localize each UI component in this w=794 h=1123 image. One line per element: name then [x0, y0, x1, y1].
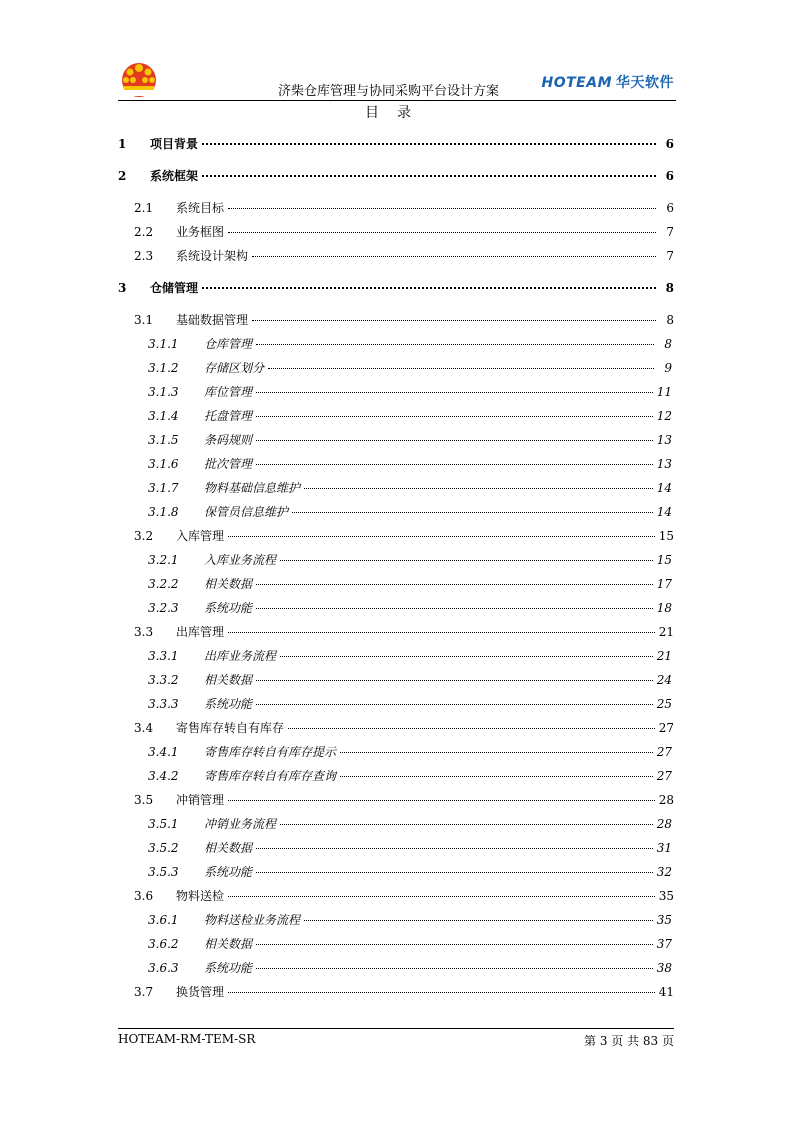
toc-entry-label: 系统功能 [204, 961, 253, 975]
toc-entry-page: 25 [656, 697, 672, 711]
toc-leader-dots [228, 231, 656, 233]
toc-entry-number: 3.3 [134, 625, 154, 639]
toc-entry-number: 2.2 [134, 225, 154, 239]
toc-leader-dots [202, 142, 656, 145]
toc-entry[interactable] [118, 840, 672, 856]
toc-entry-number: 3.5.2 [148, 841, 179, 855]
toc-entry-page: 32 [656, 865, 672, 879]
toc-entry-number: 3.1.6 [148, 457, 179, 471]
toc-entry-number: 3.1.2 [148, 361, 179, 375]
toc-entry[interactable] [118, 624, 674, 640]
toc-entry[interactable] [118, 576, 672, 592]
toc-entry[interactable] [118, 480, 672, 496]
toc-entry[interactable] [118, 912, 672, 928]
toc-leader-dots [280, 655, 653, 657]
toc-entry-page: 8 [665, 281, 674, 295]
toc-entry[interactable] [118, 960, 672, 976]
toc-leader-dots [256, 679, 653, 681]
toc-entry-page: 6 [666, 201, 674, 215]
toc-entry-label: 相关数据 [204, 673, 253, 687]
company-shell-logo-icon [118, 56, 160, 98]
toc-entry-label: 托盘管理 [204, 409, 253, 423]
toc-entry-label: 项目背景 [150, 137, 199, 151]
toc-entry[interactable] [118, 360, 672, 376]
toc-entry[interactable] [118, 280, 674, 296]
toc-leader-dots [228, 207, 656, 209]
toc-entry-label: 冲销业务流程 [204, 817, 277, 831]
document-code: HOTEAM-RM-TEM-SR [118, 1032, 256, 1046]
toc-entry[interactable] [118, 432, 672, 448]
toc-entry[interactable] [118, 984, 674, 1000]
toc-entry-page: 31 [656, 841, 672, 855]
toc-entry-page: 6 [665, 169, 674, 183]
toc-entry-page: 21 [656, 649, 672, 663]
toc-entry[interactable] [118, 936, 672, 952]
toc-entry-page: 41 [658, 985, 674, 999]
toc-entry-page: 15 [658, 529, 674, 543]
toc-entry-number: 3.5.1 [148, 817, 179, 831]
toc-entry[interactable] [118, 600, 672, 616]
toc-entry-page: 7 [666, 225, 674, 239]
toc-leader-dots [292, 511, 653, 513]
toc-entry-page: 35 [656, 913, 672, 927]
brand-name-cn: 华天软件 [616, 75, 674, 91]
toc-entry-number: 3.3.3 [148, 697, 179, 711]
toc-leader-dots [256, 847, 653, 849]
toc-entry-page: 11 [656, 385, 672, 399]
toc-entry-number: 1 [118, 137, 127, 151]
toc-entry-page: 18 [656, 601, 672, 615]
toc-entry-page: 28 [656, 817, 672, 831]
toc-entry-label: 仓库管理 [204, 337, 253, 351]
toc-entry[interactable] [118, 744, 672, 760]
toc-entry-label: 寄售库存转自有库存 [176, 721, 285, 735]
toc-entry[interactable] [118, 200, 674, 216]
toc-leader-dots [256, 943, 653, 945]
toc-entry-page: 27 [656, 769, 672, 783]
toc-entry-page: 8 [664, 337, 672, 351]
toc-entry-label: 冲销管理 [176, 793, 225, 807]
toc-entry-page: 14 [656, 481, 672, 495]
toc-entry-number: 2 [118, 169, 127, 183]
toc-entry-number: 3.6.2 [148, 937, 179, 951]
toc-leader-dots [256, 439, 653, 441]
toc-entry[interactable] [118, 408, 672, 424]
toc-entry[interactable] [118, 136, 674, 152]
toc-leader-dots [256, 607, 653, 609]
toc-entry-number: 3.1.8 [148, 505, 179, 519]
toc-entry-page: 24 [656, 673, 672, 687]
brand-name-en: HOTEAM [541, 75, 612, 91]
page-footer [118, 1028, 674, 1049]
toc-entry-number: 2.1 [134, 201, 154, 215]
toc-entry-page: 7 [666, 249, 674, 263]
toc-entry-number: 3.7 [134, 985, 154, 999]
toc-entry-label: 存储区划分 [204, 361, 265, 375]
toc-entry[interactable] [118, 224, 674, 240]
toc-leader-dots [252, 255, 656, 257]
toc-entry[interactable] [118, 248, 674, 264]
toc-entry-label: 物料基础信息维护 [204, 481, 301, 495]
toc-entry-page: 37 [656, 937, 672, 951]
toc-entry[interactable] [118, 384, 672, 400]
toc-entry-label: 批次管理 [204, 457, 253, 471]
toc-entry-page: 38 [656, 961, 672, 975]
toc-entry-page: 6 [665, 137, 674, 151]
toc-leader-dots [228, 535, 655, 537]
toc-entry-number: 3.2.1 [148, 553, 179, 567]
toc-entry-number: 3.1.5 [148, 433, 179, 447]
toc-entry-label: 相关数据 [204, 577, 253, 591]
toc-entry-label: 系统功能 [204, 601, 253, 615]
toc-leader-dots [340, 775, 653, 777]
toc-entry-label: 入库管理 [176, 529, 225, 543]
toc-entry[interactable] [118, 336, 672, 352]
toc-entry-label: 系统功能 [204, 697, 253, 711]
toc-entry-page: 28 [658, 793, 674, 807]
document-title: 济柴仓库管理与协同采购平台设计方案 [278, 84, 500, 99]
toc-entry-number: 3.1.7 [148, 481, 179, 495]
toc-entry-label: 条码规则 [204, 433, 253, 447]
toc-entry[interactable] [118, 312, 674, 328]
toc-entry-label: 换货管理 [176, 985, 225, 999]
toc-entry[interactable] [118, 888, 674, 904]
toc-leader-dots [256, 583, 653, 585]
toc-leader-dots [288, 727, 655, 729]
toc-entry-number: 3.2.2 [148, 577, 179, 591]
toc-entry-label: 库位管理 [204, 385, 253, 399]
toc-entry[interactable] [118, 552, 672, 568]
toc-entry-label: 保管员信息维护 [204, 505, 289, 519]
toc-entry-page: 21 [658, 625, 674, 639]
toc-entry-number: 3.5.3 [148, 865, 179, 879]
toc-entry-number: 3.2 [134, 529, 154, 543]
toc-leader-dots [252, 319, 656, 321]
toc-entry-label: 基础数据管理 [176, 313, 249, 327]
toc-entry-label: 仓储管理 [150, 281, 199, 295]
page-header [118, 52, 676, 101]
toc-entry-page: 27 [656, 745, 672, 759]
toc-leader-dots [280, 559, 653, 561]
toc-entry-number: 3.1 [134, 313, 154, 327]
toc-entry-number: 3.4.2 [148, 769, 179, 783]
toc-entry-label: 出库管理 [176, 625, 225, 639]
toc-entry-label: 相关数据 [204, 841, 253, 855]
toc-entry-number: 3.4.1 [148, 745, 179, 759]
toc-entry-page: 8 [666, 313, 674, 327]
toc-entry-label: 业务框图 [176, 225, 225, 239]
toc-leader-dots [256, 703, 653, 705]
toc-entry[interactable] [118, 672, 672, 688]
toc-leader-dots [256, 463, 653, 465]
toc-entry-page: 35 [658, 889, 674, 903]
toc-entry-label: 入库业务流程 [204, 553, 277, 567]
toc-leader-dots [256, 967, 653, 969]
toc-entry[interactable] [118, 720, 674, 736]
toc-entry[interactable] [118, 456, 672, 472]
toc-leader-dots [304, 919, 653, 921]
page-number: 第 3 页 共 83 页 [584, 1034, 674, 1048]
toc-entry-number: 3.6.3 [148, 961, 179, 975]
toc-entry-number: 3.1.3 [148, 385, 179, 399]
toc-entry-page: 27 [658, 721, 674, 735]
toc-heading: 目录 [365, 105, 429, 121]
toc-entry-label: 寄售库存转自有库存查询 [204, 769, 337, 783]
toc-leader-dots [202, 286, 656, 289]
toc-leader-dots [256, 391, 653, 393]
toc-entry-label: 系统设计架构 [176, 249, 249, 263]
toc-entry-label: 系统目标 [176, 201, 225, 215]
toc-entry-number: 3.3.2 [148, 673, 179, 687]
toc-entry-number: 3.6 [134, 889, 154, 903]
toc-entry-label: 寄售库存转自有库存提示 [204, 745, 337, 759]
toc-entry-number: 3 [118, 281, 127, 295]
toc-leader-dots [256, 871, 653, 873]
toc-leader-dots [304, 487, 653, 489]
toc-entry-number: 3.2.3 [148, 601, 179, 615]
toc-entry-page: 13 [656, 433, 672, 447]
toc-entry-label: 物料送检 [176, 889, 225, 903]
toc-entry-label: 出库业务流程 [204, 649, 277, 663]
toc-entry-number: 3.4 [134, 721, 154, 735]
toc-entry[interactable] [118, 168, 674, 184]
toc-leader-dots [228, 799, 655, 801]
toc-entry-number: 2.3 [134, 249, 154, 263]
toc-entry-number: 3.6.1 [148, 913, 179, 927]
toc-entry[interactable] [118, 816, 672, 832]
toc-entry-label: 物料送检业务流程 [204, 913, 301, 927]
toc-entry-number: 3.5 [134, 793, 154, 807]
toc-leader-dots [340, 751, 653, 753]
brand-logo [542, 72, 675, 92]
toc-entry-number: 3.3.1 [148, 649, 179, 663]
toc-entry-page: 9 [664, 361, 672, 375]
toc-leader-dots [228, 991, 655, 993]
toc-entry-number: 3.1.4 [148, 409, 179, 423]
toc-entry[interactable] [118, 528, 674, 544]
toc-entry[interactable] [118, 648, 672, 664]
toc-entry-page: 12 [656, 409, 672, 423]
toc-entry-label: 系统功能 [204, 865, 253, 879]
toc-entry-page: 17 [656, 577, 672, 591]
toc-entry-page: 14 [656, 505, 672, 519]
toc-leader-dots [268, 367, 654, 369]
toc-entry-label: 相关数据 [204, 937, 253, 951]
toc-entry-page: 15 [656, 553, 672, 567]
toc-entry[interactable] [118, 504, 672, 520]
toc-leader-dots [228, 631, 655, 633]
toc-leader-dots [228, 895, 655, 897]
toc-entry[interactable] [118, 792, 674, 808]
toc-leader-dots [280, 823, 653, 825]
toc-entry-label: 系统框架 [150, 169, 199, 183]
toc-entry[interactable] [118, 696, 672, 712]
toc-entry-page: 13 [656, 457, 672, 471]
toc-entry[interactable] [118, 768, 672, 784]
toc-entry-number: 3.1.1 [148, 337, 179, 351]
toc-leader-dots [256, 415, 653, 417]
toc-leader-dots [256, 343, 654, 345]
toc-entry[interactable] [118, 864, 672, 880]
toc-leader-dots [202, 174, 656, 177]
